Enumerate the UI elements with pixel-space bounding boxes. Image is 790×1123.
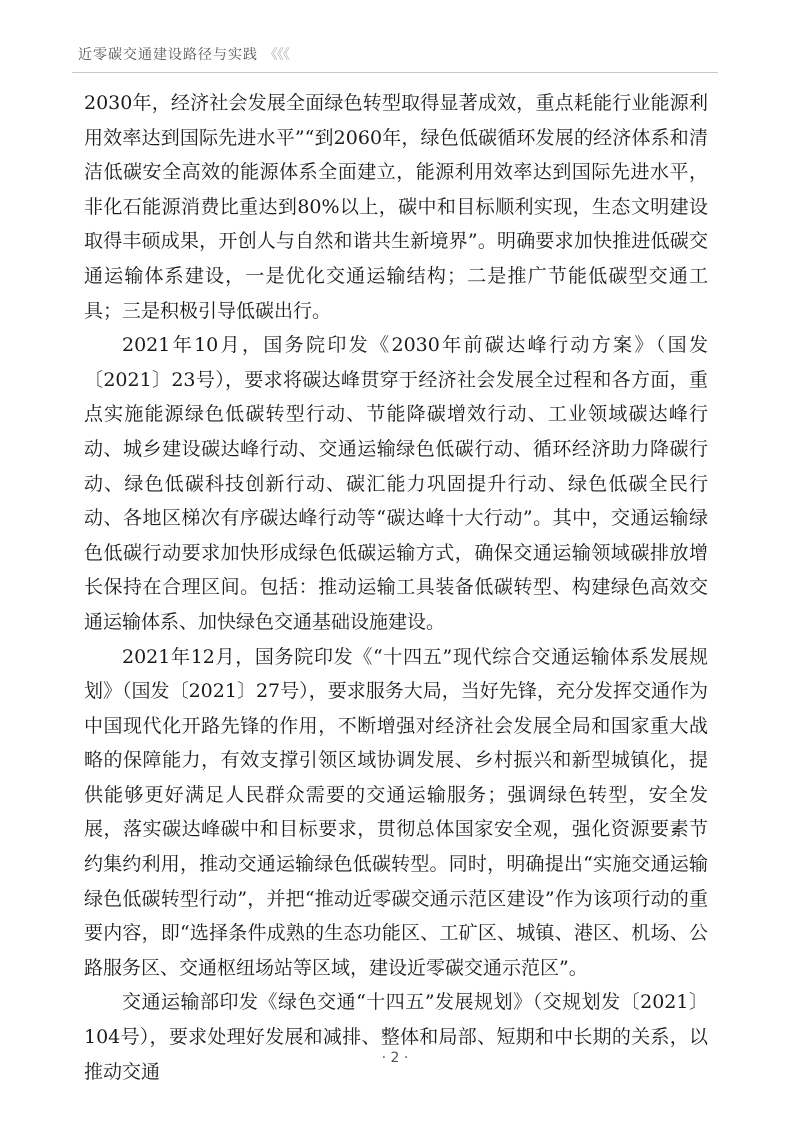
running-header (78, 44, 289, 64)
chevron-ornament-icon: 《《《 (264, 47, 289, 63)
paragraph: 交通运输部印发《绿色交通“十四五”发展规划》（交规划发〔2021〕104号），要求处理好发展和减排、整体和局部、短期和中长期的关系，以推动交通 (84, 991, 708, 1083)
running-title: 近零碳交通建设路径与实践 (78, 47, 258, 63)
body-text (84, 86, 708, 1089)
paragraph: 2021年10月，国务院印发《2030年前碳达峰行动方案》（国发〔2021〕23号），要求将碳达峰贯穿于经济社会发展全过程和各方面，重点实施能源绿色低碳转型行动、节能降碳增效行动、工业领域碳达峰行动、城乡建设碳达峰行动、交通运输绿色低碳行动、循环经济助力降碳行动、绿色低碳科技创新行动、碳汇能力巩固提升行动、绿色低碳全民行动、各地区梯次有序碳达峰行动等“碳达峰十大行动”。其中，交通运输绿色低碳行动要求加快形成绿色低碳运输方式，确保交通运输领域碳排放增长保持在合理区间。包括：推动运输工具装备低碳转型、构建绿色高效交通运输体系、加快绿色交通基础设施建设。 (84, 334, 708, 633)
header-rule (72, 72, 718, 73)
paragraph-continued: 2030年，经济社会发展全面绿色转型取得显著成效，重点耗能行业能源利用效率达到国际先进水平”“到2060年，绿色低碳循环发展的经济体系和清洁低碳安全高效的能源体系全面建立，能源利用效率达到国际先进水平，非化石能源消费比重达到80%以上，碳中和目标顺利实现，生态文明建设取得丰硕成果，开创人与自然和谐共生新境界”。明确要求加快推进低碳交通运输体系建设，一是优化交通运输结构；二是推广节能低碳型交通工具；三是积极引导低碳出行。 (84, 92, 708, 322)
page-number: · 2 · (381, 1050, 409, 1066)
paragraph: 2021年12月，国务院印发《“十四五”现代综合交通运输体系发展规划》（国发〔2021〕27号），要求服务大局，当好先锋，充分发挥交通作为中国现代化开路先锋的作用，不断增强对经济社会发展全局和国家重大战略的保障能力，有效支撑引领区域协调发展、乡村振兴和新型城镇化，提供能够更好满足人民群众需要的交通运输服务；强调绿色转型，安全发展，落实碳达峰碳中和目标要求，贯彻总体国家安全观，强化资源要素节约集约利用，推动交通运输绿色低碳转型。同时，明确提出“实施交通运输绿色低碳转型行动”，并把“推动近零碳交通示范区建设”作为该项行动的重要内容，即“选择条件成熟的生态功能区、工矿区、城镇、港区、机场、公路服务区、交通枢纽场站等区域，建设近零碳交通示范区”。 (84, 645, 708, 979)
